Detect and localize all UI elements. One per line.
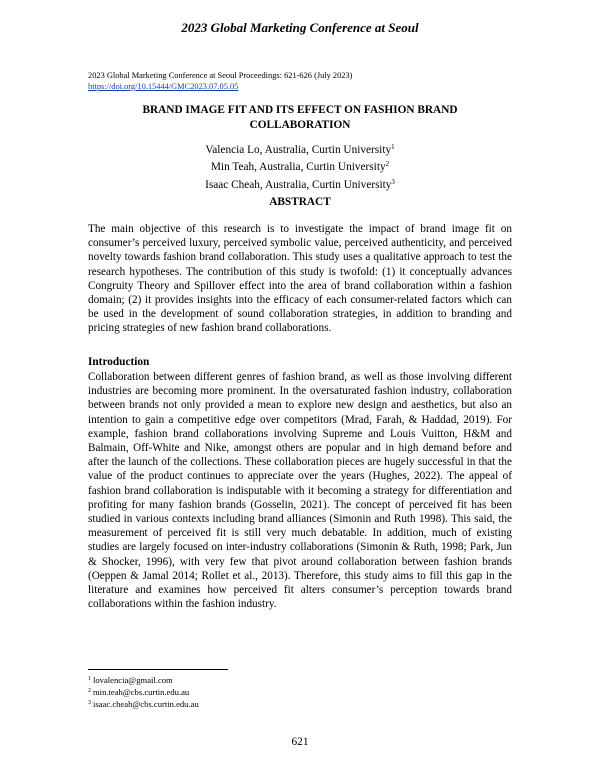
footnote-divider xyxy=(88,669,228,670)
abstract-heading: ABSTRACT xyxy=(269,196,331,208)
author-footnote-mark: 1 xyxy=(391,143,395,151)
abstract-body: The main objective of this research is to investigate the impact of brand image fit on consumer’s perceived luxury, perceived symbolic value, perceived authenticity, and perceived novelty towards fashion brand collaboration. This study uses a qualitative approach to test the research hypotheses. The contribution of this study is twofold: (1) it conceptually advances Congruity Theory and Spillover effect into the area of brand collaboration within a fashion domain; (2) it provides insights into the efficacy of each consumer-related factors which can be used in the development of sound collaboration strategies, in addition to branding and pricing strategies of new fashion brand collaborations. xyxy=(88,223,512,335)
author-line xyxy=(88,157,512,174)
footnote-email: lovalencia@gmail.com xyxy=(93,675,173,685)
footnote xyxy=(88,674,199,686)
footnote-email: min.teah@cbs.curtin.edu.au xyxy=(93,687,190,697)
author-name: Valencia Lo, Australia, Curtin University xyxy=(205,144,392,156)
footnote-mark: 3 xyxy=(88,700,91,706)
author-name: Min Teah, Australia, Curtin University xyxy=(210,161,386,174)
author-footnote-mark: 3 xyxy=(391,177,395,186)
paper-title-line-1: BRAND IMAGE FIT AND ITS EFFECT ON FASHION BRAND xyxy=(142,104,458,116)
introduction-body: Collaboration between different genres of fashion brand, as well as those involving different industries are becoming more prominent. In the oversaturated fashion industry, collaboration between brands not only provided a mean to explore new design and aesthetics, but also an intention to gain a competitive edge over competitors (Mrad, Farah, & Haddad, 2019). For example, fashion brand collaborations involving Supreme and Louis Vuitton, H&M and Balmain, Off-White and Nike, amongst others are popular and in high demand before and after the launch of the collections. These collaboration pieces are hugely successful in that the value of the product continues to appreciate over the years (Hughes, 2022). The appeal of fashion brand collaboration is indisputable with it becoming a strategy for differentiation and profiting for many fashion brands (Gosselin, 2021). The concept of perceived fit has been studied in various contexts including brand alliances (Simonin and Ruth 1998). This said, the measurement of perceived fit is still very much debatable. In addition, much of existing studies are largely focused on inter-industry collaborations (Simonin & Ruth, 1998; Park, Jun & Shocker, 1996), with very few that pivot around collaboration between fashion brands (Oeppen & Jamal 2014; Rollet et al., 2013). Therefore, this study aims to fill this gap in the literature and examines how perceived fit alters consumer’s perception towards brand collaborations within the fashion industry. xyxy=(88,371,512,611)
footnote-email: isaac.cheah@cbs.curtin.edu.au xyxy=(93,699,199,709)
footnote xyxy=(88,686,199,698)
conference-header: 2023 Global Marketing Conference at Seoul xyxy=(181,20,419,35)
paper-title xyxy=(88,103,512,132)
author-list xyxy=(88,140,512,192)
footnote-mark: 2 xyxy=(88,688,91,694)
footnotes xyxy=(88,674,199,710)
proceedings-citation: 2023 Global Marketing Conference at Seoul Proceedings: 621-626 (July 2023) xyxy=(88,71,353,80)
paper-title-line-2: COLLABORATION xyxy=(249,118,351,131)
doi-link[interactable]: https://doi.org/10.15444/GMC2023.07.05.05 xyxy=(88,82,239,91)
author-name: Isaac Cheah, Australia, Curtin University xyxy=(205,178,392,191)
footnote xyxy=(88,698,199,710)
author-line xyxy=(88,175,512,192)
author-footnote-mark: 2 xyxy=(385,160,390,169)
author-line xyxy=(88,140,512,157)
page-number: 621 xyxy=(291,736,309,748)
introduction-heading: Introduction xyxy=(88,356,150,368)
footnote-mark: 1 xyxy=(88,676,91,682)
